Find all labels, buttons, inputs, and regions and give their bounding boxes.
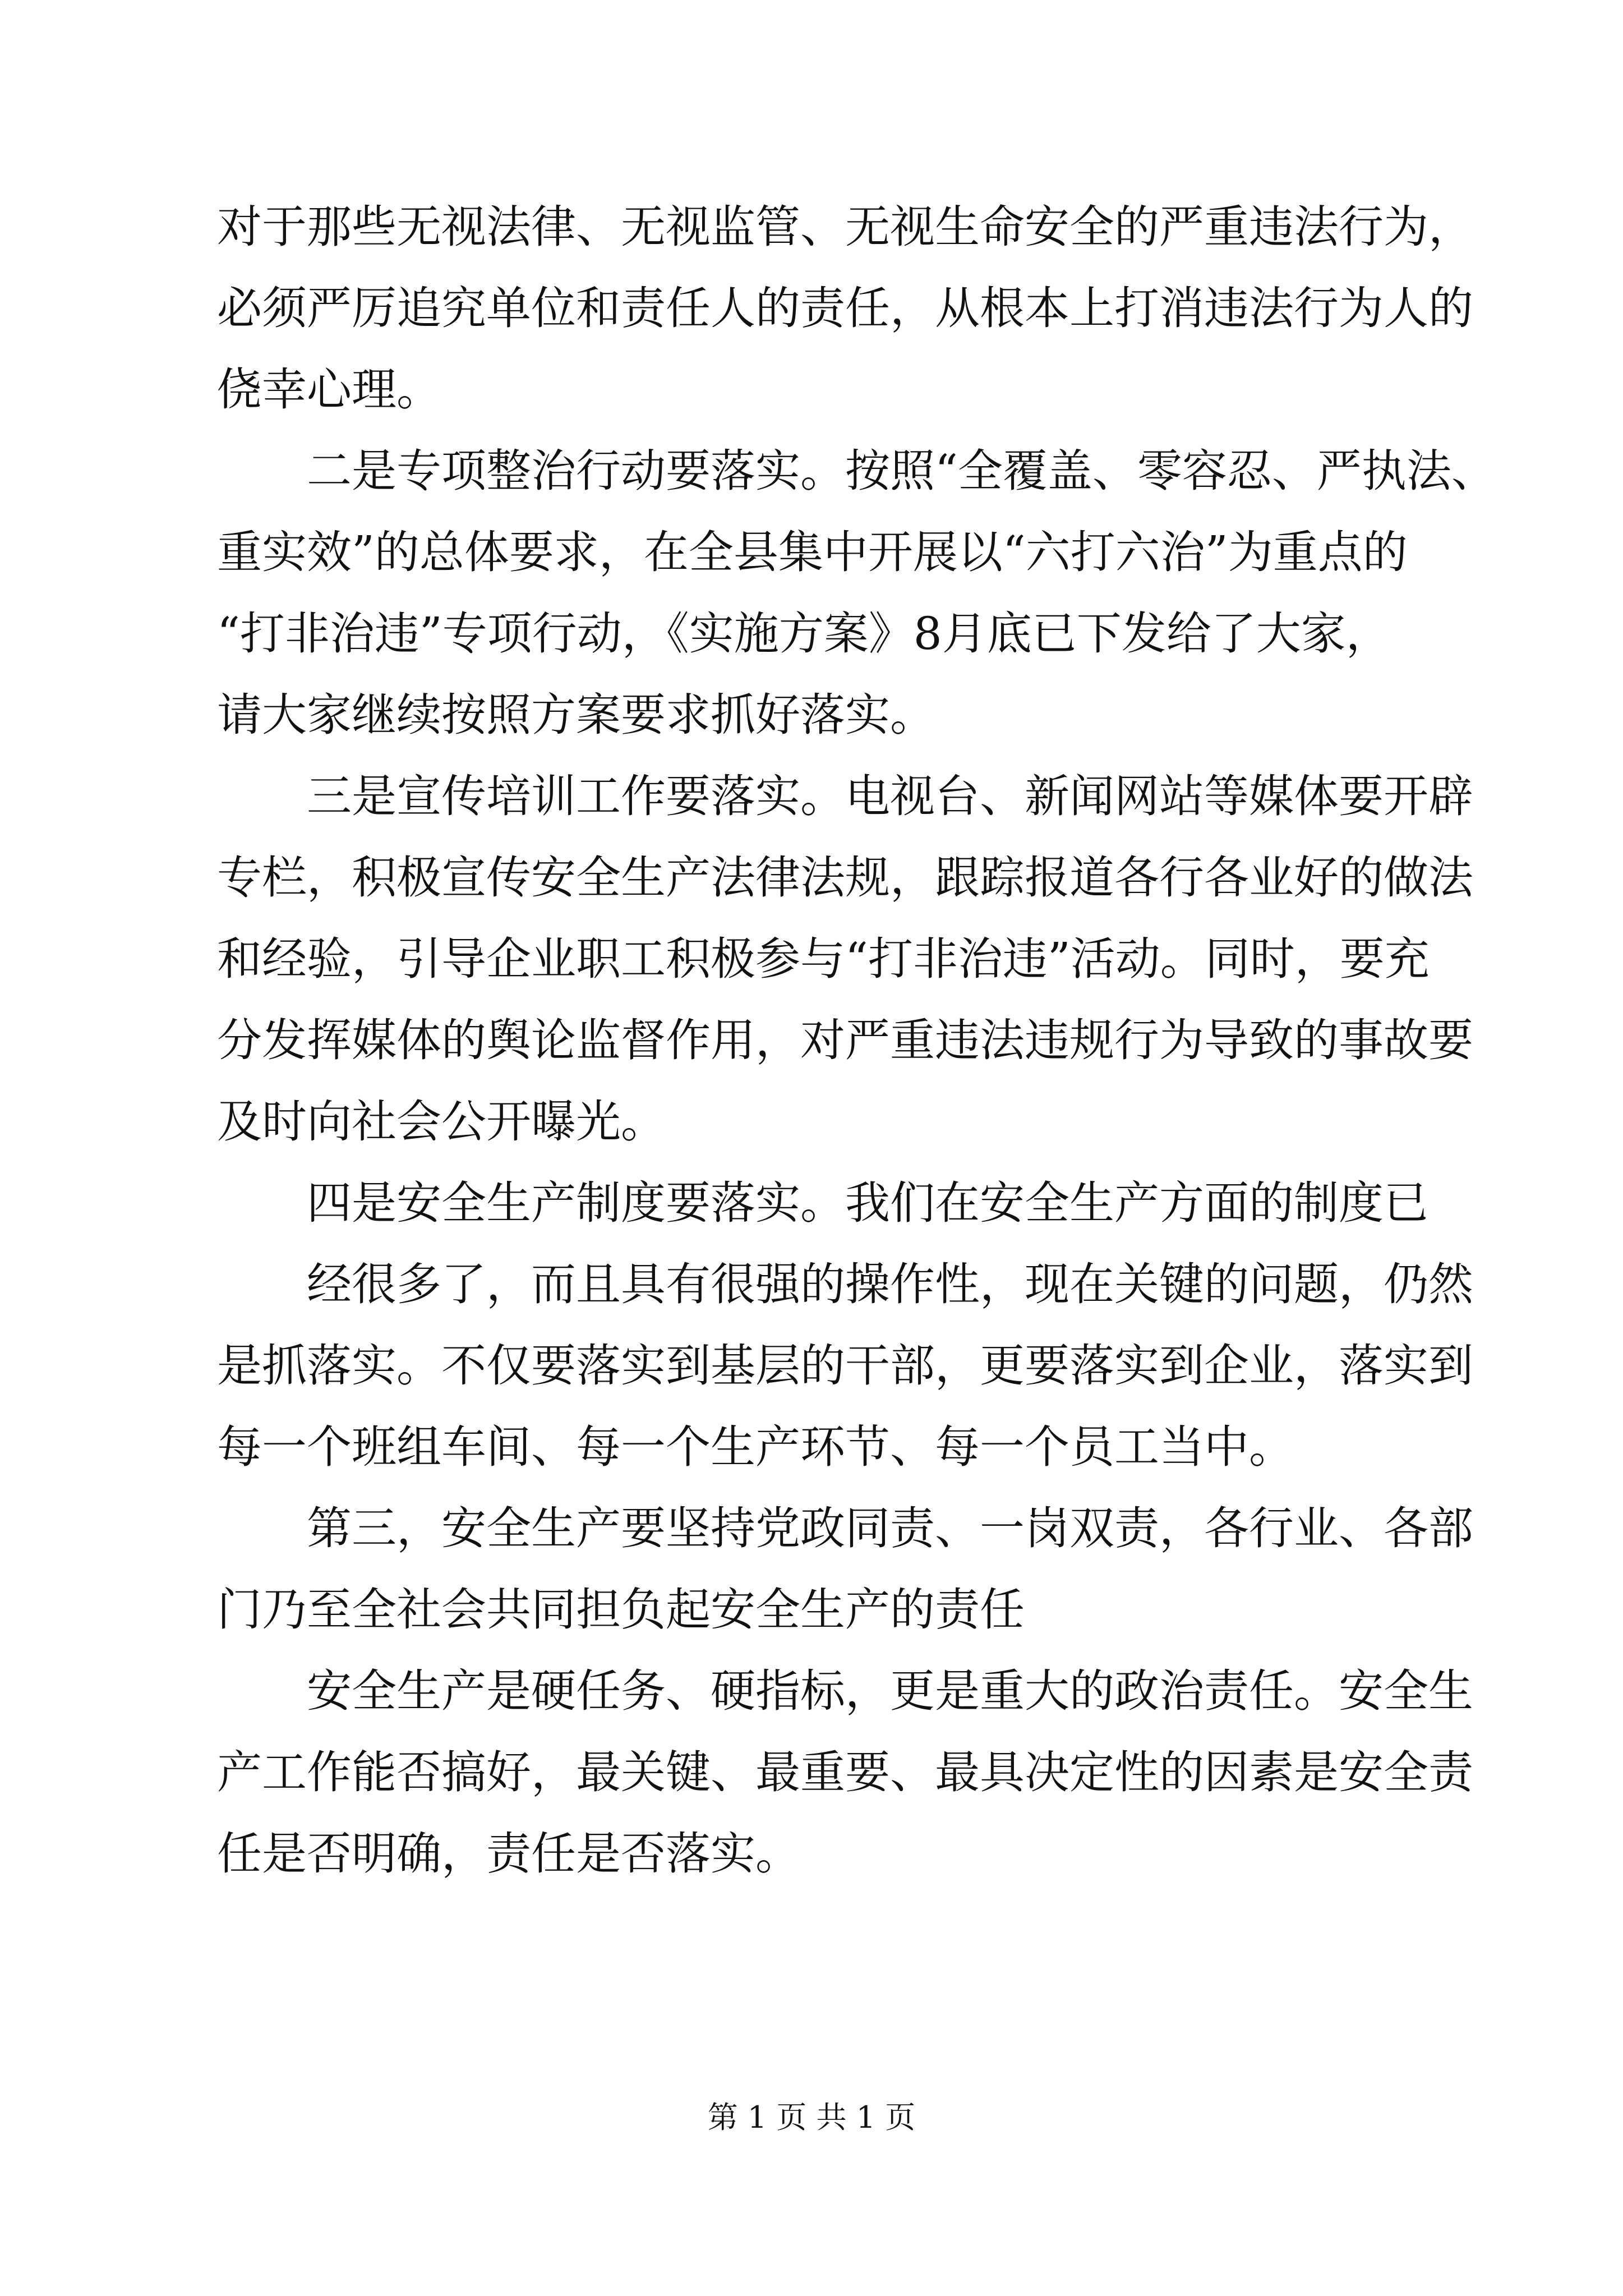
body-line: 必须严厉追究单位和责任人的责任，从根本上打消违法行为人的	[217, 282, 1473, 334]
section-heading-line: 第三，安全生产要坚持党政同责、一岗双责，各行业、各部	[307, 1502, 1473, 1554]
body-line: 是抓落实。不仅要落实到基层的干部，更要落实到企业，落实到	[217, 1340, 1473, 1392]
body-line: 对于那些无视法律、无视监管、无视生命安全的严重违法行为，	[217, 201, 1473, 253]
body-line: 和经验，引导企业职工积极参与“打非治违”活动。同时，要充	[217, 933, 1430, 985]
body-line: 重实效”的总体要求，在全县集中开展以“六打六治”为重点的	[217, 526, 1408, 578]
paragraph-start-line: 安全生产是硬任务、硬指标，更是重大的政治责任。安全生	[307, 1665, 1473, 1717]
paragraph-start-line: 二是专项整治行动要落实。按照“全覆盖、零容忍、严执法、	[307, 445, 1496, 497]
body-line: 每一个班组车间、每一个生产环节、每一个员工当中。	[217, 1421, 1294, 1473]
body-line: 专栏，积极宣传安全生产法律法规，跟踪报道各行各业好的做法	[217, 852, 1473, 904]
paragraph-start-line: 经很多了，而且具有很强的操作性，现在关键的问题，仍然	[307, 1258, 1473, 1310]
page-footer: 第 1 页 共 1 页	[707, 2100, 916, 2135]
section-heading-line: 门乃至全社会共同担负起安全生产的责任	[217, 1584, 1025, 1636]
body-line: 产工作能否搞好，最关键、最重要、最具决定性的因素是安全责	[217, 1746, 1473, 1798]
paragraph-start-line: 四是安全生产制度要落实。我们在安全生产方面的制度已	[307, 1177, 1428, 1229]
paragraph-start-line: 三是宣传培训工作要落实。电视台、新闻网站等媒体要开辟	[307, 770, 1473, 822]
body-line: 任是否明确，责任是否落实。	[217, 1828, 800, 1880]
body-line: 及时向社会公开曝光。	[217, 1096, 666, 1148]
body-line: “打非治违”专项行动，《实施方案》8月底已下发给了大家，	[217, 608, 1391, 660]
body-line: 分发挥媒体的舆论监督作用，对严重违法违规行为导致的事故要	[217, 1014, 1473, 1066]
body-line: 侥幸心理。	[217, 364, 441, 416]
body-line: 请大家继续按照方案要求抓好落实。	[217, 689, 935, 741]
